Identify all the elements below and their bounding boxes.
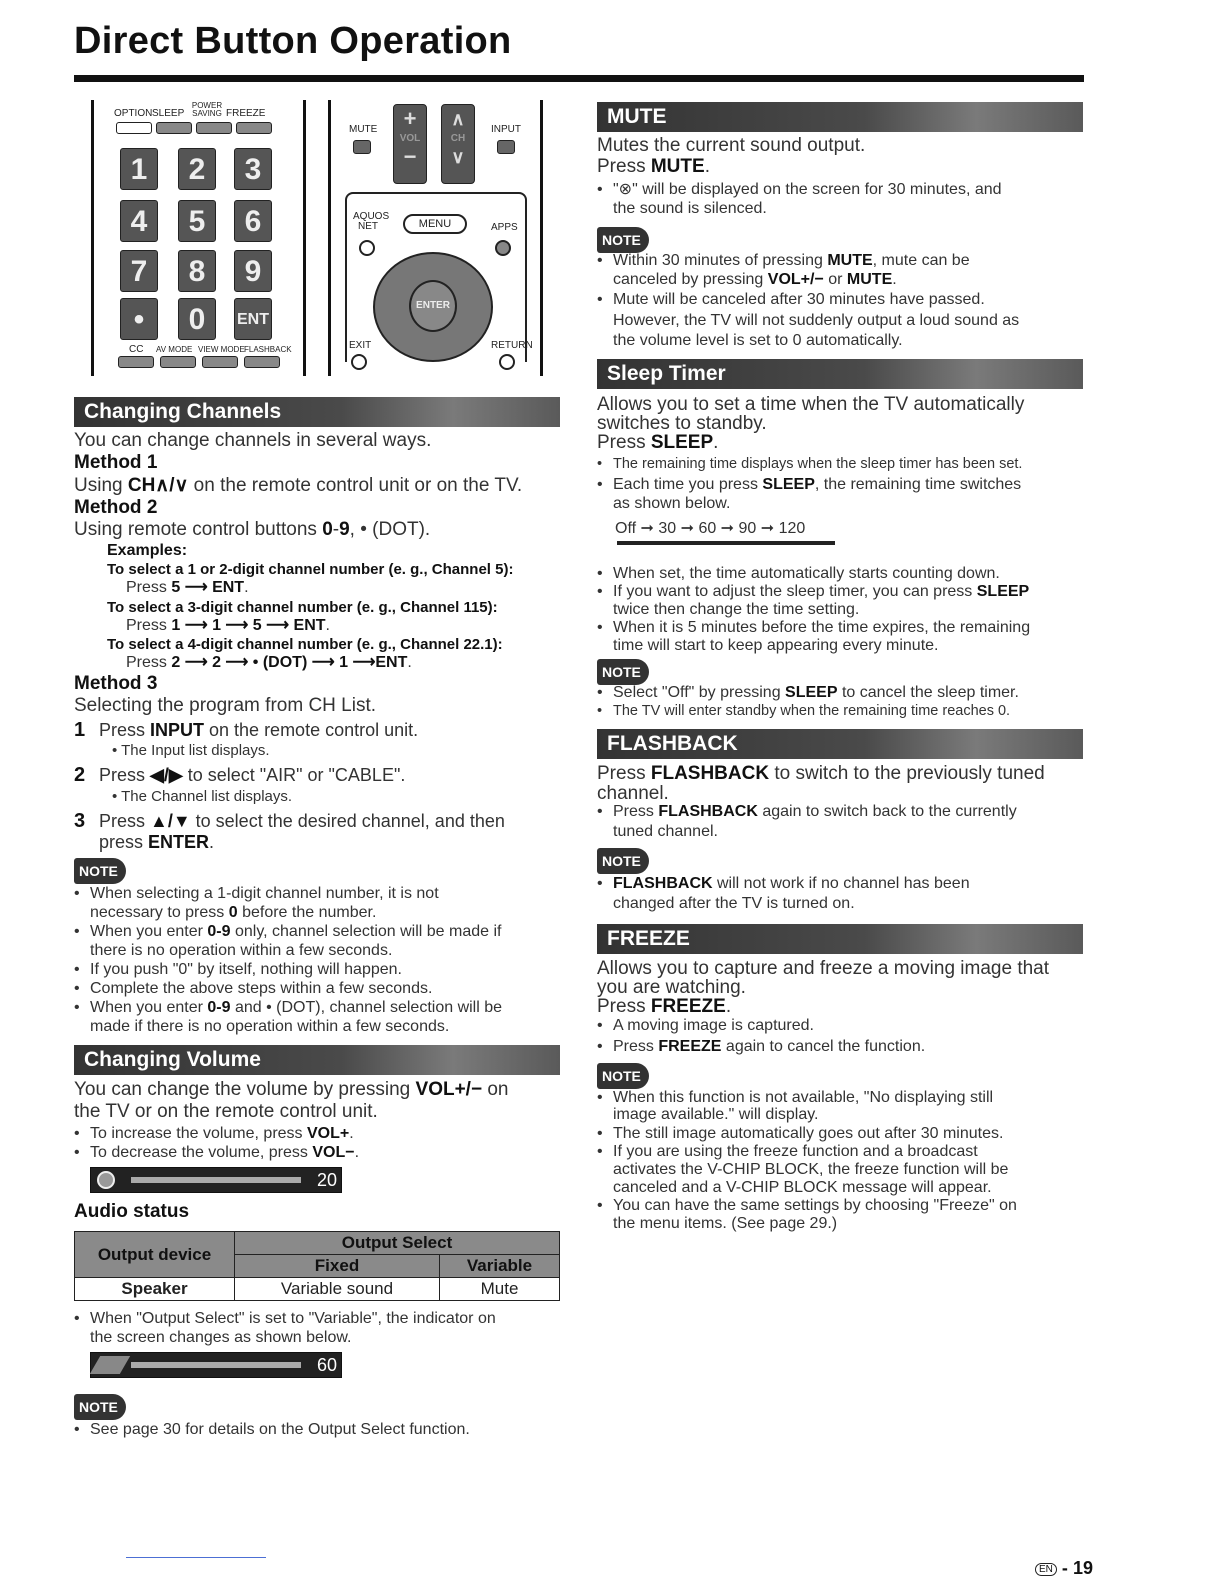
- remote-keypad-illustration: [91, 100, 306, 376]
- freeze-label: FREEZE: [226, 108, 266, 119]
- sleep-note-2: • The TV will enter standby when the remaining time reaches 0.: [613, 703, 1010, 720]
- channels-note-2: • When you enter 0-9 only, channel selection will be made if: [90, 923, 502, 941]
- method-3-title: Method 3: [74, 673, 158, 694]
- return-label: RETURN: [491, 340, 533, 351]
- key-7[interactable]: 7: [120, 250, 158, 292]
- variable-output-icon: [90, 1356, 130, 1374]
- col-variable: Variable: [440, 1255, 560, 1278]
- variable-indicator-bar: [90, 1352, 342, 1378]
- language-badge: EN: [1035, 1563, 1057, 1576]
- remote-navigation-illustration: [328, 100, 543, 376]
- mute-note-badge: NOTE: [597, 227, 649, 253]
- sleep-cycle: Off ➞ 30 ➞ 60 ➞ 90 ➞ 120: [615, 520, 806, 537]
- key-2[interactable]: 2: [178, 148, 216, 190]
- title-rule: [74, 75, 1084, 82]
- step-3-text: Press ▲/▼ to select the desired channel, and then: [99, 811, 505, 831]
- freeze-note-3: • If you are using the freeze function and a broadcast: [613, 1143, 978, 1161]
- channels-note-1: • When selecting a 1-digit channel number, it is not: [90, 885, 439, 903]
- examples-title: Examples:: [107, 542, 188, 559]
- mute-bullet-1: • "⊗" will be displayed on the screen for 30 minutes, and: [613, 181, 1002, 199]
- channels-note-1b: necessary to press 0 before the number.: [90, 904, 377, 921]
- freeze-button[interactable]: [236, 122, 272, 134]
- method-2-title: Method 2: [74, 497, 158, 518]
- key-9[interactable]: 9: [234, 250, 272, 292]
- sleep-cycle-return-line: [617, 541, 835, 545]
- vol-label: VOL: [399, 133, 421, 144]
- freeze-note-badge: NOTE: [597, 1063, 649, 1089]
- mute-note-1b: canceled by pressing VOL+/− or MUTE.: [613, 271, 897, 288]
- flashback-button[interactable]: [244, 356, 280, 368]
- sleep-button[interactable]: [156, 122, 192, 134]
- view-mode-button[interactable]: [202, 356, 238, 368]
- exit-button[interactable]: [351, 354, 367, 370]
- mute-line-1: Mutes the current sound output.: [597, 135, 866, 156]
- input-button[interactable]: [497, 140, 515, 154]
- freeze-note-4b: the menu items. (See page 29.): [613, 1215, 838, 1232]
- sleep-line-1: Allows you to set a time when the TV automatically: [597, 394, 1025, 415]
- power-saving-label: POWER SAVING: [191, 101, 223, 118]
- channels-note-badge: NOTE: [74, 858, 126, 884]
- channels-note-2b: there is no operation within a few seconds.: [90, 942, 393, 959]
- method-1-text: Using CH∧/∨ on the remote control unit or on the TV.: [74, 475, 523, 496]
- volume-value: 20: [316, 1170, 337, 1190]
- freeze-note-4: • You can have the same settings by choosing "Freeze" on: [613, 1197, 1017, 1215]
- input-label: INPUT: [491, 124, 521, 135]
- freeze-note-1: • When this function is not available, "No displaying still: [613, 1089, 993, 1107]
- key-8[interactable]: 8: [178, 250, 216, 292]
- mute-note-2: • Mute will be canceled after 30 minutes have passed.: [613, 291, 985, 309]
- sleep-bullet-1: • The remaining time displays when the sleep timer has been set.: [613, 456, 1022, 473]
- step-2-number: 2: [74, 764, 86, 786]
- sleep-note-badge: NOTE: [597, 659, 649, 685]
- flashback-note-1b: changed after the TV is turned on.: [613, 895, 855, 912]
- mute-note-2c: the volume level is set to 0 automatically.: [613, 332, 903, 349]
- example-1-keys: Press 5 ⟶ ENT.: [126, 579, 249, 596]
- flashback-line-1: Press FLASHBACK to switch to the previously tuned: [597, 763, 1045, 784]
- mute-button[interactable]: [353, 140, 371, 154]
- step-3-text-2: press ENTER.: [99, 832, 215, 852]
- freeze-line-3: Press FREEZE.: [597, 996, 732, 1017]
- sleep-bullet-4: • If you want to adjust the sleep timer, you can press SLEEP: [613, 583, 1029, 601]
- channels-note-3: • If you push "0" by itself, nothing will happen.: [90, 961, 402, 979]
- example-2-keys: Press 1 ⟶ 1 ⟶ 5 ⟶ ENT.: [126, 617, 330, 634]
- mute-heading: MUTE: [597, 102, 1083, 132]
- method-3-text: Selecting the program from CH List.: [74, 695, 377, 716]
- apps-button[interactable]: [495, 240, 511, 256]
- freeze-note-3c: canceled and a V-CHIP BLOCK message will appear.: [613, 1179, 992, 1196]
- page-num: 19: [1072, 1558, 1093, 1578]
- power-saving-button[interactable]: [196, 122, 232, 134]
- example-3-title: To select a 4-digit channel number (e. g., Channel 22.1):: [107, 636, 503, 653]
- example-2-title: To select a 3-digit channel number (e. g., Channel 115):: [107, 599, 498, 616]
- mute-line-2: Press MUTE.: [597, 156, 710, 177]
- key-4[interactable]: 4: [120, 200, 158, 242]
- apps-label: APPS: [491, 222, 518, 233]
- volume-intro: You can change the volume by pressing VOL+/− on: [74, 1079, 509, 1100]
- page-number: [1035, 1558, 1093, 1579]
- variable-value: 60: [316, 1355, 337, 1375]
- page-sep: -: [1061, 1558, 1068, 1578]
- cell-speaker: Speaker: [75, 1278, 235, 1301]
- cell-mute: Mute: [440, 1278, 560, 1301]
- sleep-bullet-2b: as shown below.: [613, 495, 731, 512]
- view-mode-label: VIEW MODE: [198, 345, 245, 354]
- volume-bullet-2: • To decrease the volume, press VOL−.: [90, 1144, 359, 1162]
- speaker-icon: [97, 1171, 115, 1189]
- key-5[interactable]: 5: [178, 200, 216, 242]
- enter-button[interactable]: ENTER: [409, 280, 457, 332]
- menu-button[interactable]: MENU: [403, 214, 467, 234]
- aquos-net-button[interactable]: [359, 240, 375, 256]
- volume-note-1: • See page 30 for details on the Output Select function.: [90, 1421, 470, 1439]
- flashback-bullet-1b: tuned channel.: [613, 823, 718, 840]
- volume-intro-2: the TV or on the remote control unit.: [74, 1101, 378, 1122]
- page-title: Direct Button Operation: [74, 20, 512, 62]
- option-label: OPTION: [114, 108, 153, 119]
- freeze-bullet-2: • Press FREEZE again to cancel the function.: [613, 1038, 925, 1056]
- freeze-note-3b: activates the V-CHIP BLOCK, the freeze function will be: [613, 1161, 1009, 1178]
- mute-label: MUTE: [349, 124, 378, 135]
- freeze-note-1b: image available." will display.: [613, 1106, 819, 1123]
- key-6[interactable]: 6: [234, 200, 272, 242]
- mute-note-2b: However, the TV will not suddenly output a loud sound as: [613, 312, 1020, 329]
- flashback-line-2: channel.: [597, 783, 669, 804]
- ch-rocker[interactable]: ∧ CH ∨: [441, 104, 475, 184]
- channels-intro: You can change channels in several ways.: [74, 430, 432, 451]
- cc-label: CC: [129, 344, 144, 355]
- flashback-note-badge: NOTE: [597, 848, 649, 874]
- freeze-line-1: Allows you to capture and freeze a moving image that: [597, 958, 1050, 979]
- key-dot[interactable]: •: [120, 298, 158, 340]
- step-1-sub: • The Input list displays.: [112, 742, 270, 759]
- freeze-heading: FREEZE: [597, 924, 1083, 954]
- ch-label: CH: [450, 133, 466, 144]
- changing-channels-heading: Changing Channels: [74, 397, 560, 427]
- sleep-line-3: Press SLEEP.: [597, 432, 719, 453]
- aquos-net-label: AQUOS NET: [353, 211, 390, 232]
- av-mode-label: AV MODE: [156, 345, 193, 354]
- vol-rocker[interactable]: + VOL −: [393, 104, 427, 184]
- sleep-bullet-5b: time will start to keep appearing every minute.: [613, 637, 939, 654]
- changing-volume-heading: Changing Volume: [74, 1045, 560, 1075]
- av-mode-button[interactable]: [160, 356, 196, 368]
- channels-note-4: • Complete the above steps within a few seconds.: [90, 980, 432, 998]
- volume-bullet-3: • When "Output Select" is set to "Variable", the indicator on: [90, 1310, 496, 1328]
- channels-note-5b: made if there is no operation within a few seconds.: [90, 1018, 450, 1035]
- method-2-text: Using remote control buttons 0-9, • (DOT).: [74, 519, 431, 540]
- step-2-sub: • The Channel list displays.: [112, 788, 293, 805]
- sleep-bullet-5: • When it is 5 minutes before the time expires, the remaining: [613, 619, 1030, 637]
- step-3-number: 3: [74, 810, 86, 832]
- col-output-select: Output Select: [235, 1232, 560, 1255]
- col-output-device: Output device: [75, 1232, 235, 1278]
- volume-note-badge: NOTE: [74, 1394, 126, 1420]
- sleep-line-2: switches to standby.: [597, 413, 767, 434]
- method-1-title: Method 1: [74, 452, 158, 473]
- volume-bullet-3b: the screen changes as shown below.: [90, 1329, 352, 1346]
- flashback-bullet-1: • Press FLASHBACK again to switch back to the currently: [613, 803, 1017, 821]
- cell-variable-sound: Variable sound: [235, 1278, 440, 1301]
- flashback-note-1: • FLASHBACK will not work if no channel has been: [613, 875, 970, 893]
- sleep-label: SLEEP: [152, 108, 185, 119]
- step-1-text: Press INPUT on the remote control unit.: [99, 720, 419, 740]
- volume-indicator-bar: [90, 1167, 342, 1193]
- sleep-timer-heading: Sleep Timer: [597, 359, 1083, 389]
- audio-status-title: Audio status: [74, 1201, 190, 1222]
- example-3-keys: Press 2 ⟶ 2 ⟶ • (DOT) ⟶ 1 ⟶ENT.: [126, 654, 412, 671]
- key-3[interactable]: 3: [234, 148, 272, 190]
- exit-label: EXIT: [349, 340, 372, 351]
- channels-note-5: • When you enter 0-9 and • (DOT), channel selection will be: [90, 999, 502, 1017]
- step-1-number: 1: [74, 719, 86, 741]
- key-ent[interactable]: ENT: [234, 298, 272, 340]
- freeze-note-2: • The still image automatically goes out after 30 minutes.: [613, 1125, 1003, 1143]
- mute-bullet-1b: the sound is silenced.: [613, 200, 767, 217]
- volume-bullet-1: • To increase the volume, press VOL+.: [90, 1125, 354, 1143]
- sleep-bullet-4b: twice then change the time setting.: [613, 601, 860, 618]
- freeze-line-2: you are watching.: [597, 977, 746, 998]
- audio-status-table: [74, 1231, 560, 1301]
- flashback-label: FLASHBACK: [244, 345, 292, 354]
- freeze-bullet-1: • A moving image is captured.: [613, 1017, 814, 1035]
- sleep-bullet-3: • When set, the time automatically starts counting down.: [613, 565, 1000, 583]
- key-1[interactable]: 1: [120, 148, 158, 190]
- variable-level-track: [131, 1362, 301, 1368]
- example-1-title: To select a 1 or 2-digit channel number (e. g., Channel 5):: [107, 561, 514, 578]
- col-fixed: Fixed: [235, 1255, 440, 1278]
- mute-note-1: • Within 30 minutes of pressing MUTE, mute can be: [613, 252, 970, 270]
- flashback-heading: FLASHBACK: [597, 729, 1083, 759]
- volume-level-track: [131, 1177, 301, 1183]
- sleep-bullet-2: • Each time you press SLEEP, the remaining time switches: [613, 476, 1021, 494]
- key-0[interactable]: 0: [178, 298, 216, 340]
- sleep-note-1: • Select "Off" by pressing SLEEP to cancel the sleep timer.: [613, 684, 1019, 702]
- step-2-text: Press ◀/▶ to select "AIR" or "CABLE".: [99, 765, 406, 785]
- footer-link-line: [126, 1557, 266, 1558]
- return-button[interactable]: [499, 354, 515, 370]
- option-button[interactable]: [116, 122, 152, 134]
- cc-button[interactable]: [118, 356, 154, 368]
